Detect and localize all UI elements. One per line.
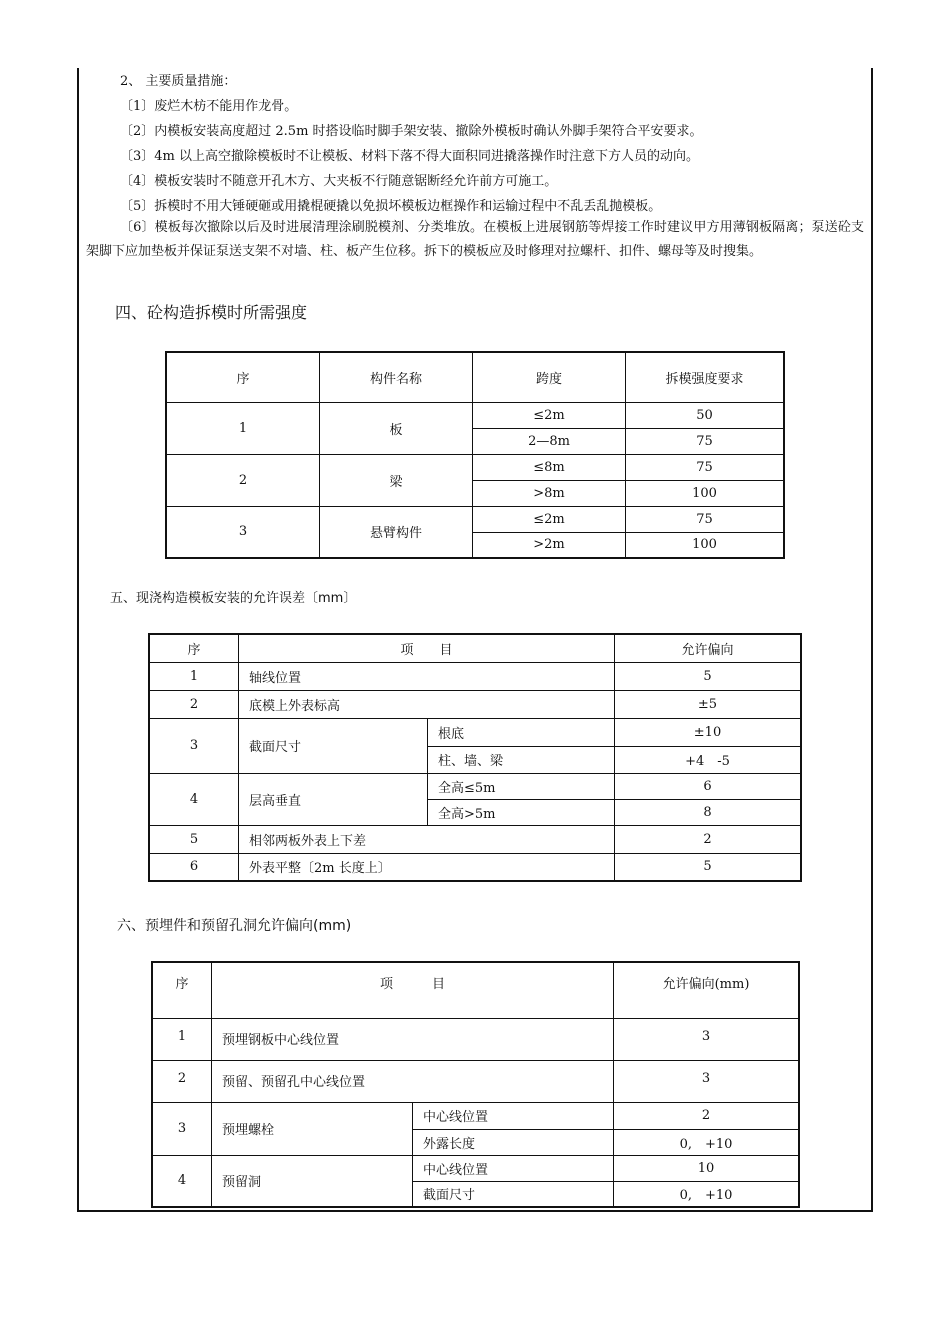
table-cell: 底模上外表标高 [239, 690, 615, 718]
table-cell: 2—8m [473, 428, 626, 454]
table-cell: >8m [473, 480, 626, 506]
table-cell: 中心线位置 [413, 1102, 614, 1129]
table-cell: 3 [614, 1060, 800, 1102]
header-deviation: 允许偏向 [615, 634, 802, 662]
table-cell: 预留洞 [212, 1155, 413, 1207]
table-cell: 截面尺寸 [413, 1181, 614, 1207]
table-cell: 2 [166, 454, 320, 506]
table-cell: 5 [615, 853, 802, 881]
table-cell: ±10 [615, 718, 802, 746]
table-cell: 相邻两板外表上下差 [239, 825, 615, 853]
quality-item-3: 〔3〕4m 以上高空撤除模板时不让模板、材料下落不得大面积同进撬落操作时注意下方人员的动向。 [120, 149, 700, 164]
section6-title: 六、预埋件和预留孔洞允许偏向(mm) [117, 918, 352, 934]
table-cell: 2 [615, 825, 802, 853]
quality-item-6: 〔6〕模板每次撤除以后及时进展清理涂刷脱模剂、分类堆放。在模板上进展钢筋等焊接工作时建议甲方用薄钢板隔离；泵送砼支架脚下应加垫板并保证泵送支架不对墙、柱、板产生位移。拆下的模板应及时修理对拉螺杆、扣件、螺母等及时搜集。 [86, 220, 864, 259]
header-no: 序 [166, 352, 320, 402]
table-cell: 根底 [428, 718, 615, 746]
table-cell: 6 [615, 773, 802, 799]
table-cell: 75 [626, 454, 785, 480]
table-cell: ≤2m [473, 506, 626, 532]
table-cell: 预埋螺栓 [212, 1102, 413, 1155]
table-cell: 2 [149, 690, 239, 718]
section4-title: 四、砼构造拆模时所需强度 [115, 303, 308, 322]
table-cell: ±5 [615, 690, 802, 718]
quality-heading: 2、 主要质量措施： [120, 74, 237, 89]
header-name: 构件名称 [320, 352, 473, 402]
table-cell: 5 [615, 662, 802, 690]
table-cell: 预埋钢板中心线位置 [212, 1018, 614, 1060]
header-span: 跨度 [473, 352, 626, 402]
table-cell: 中心线位置 [413, 1155, 614, 1181]
header-item: 项 目 [212, 962, 614, 1018]
table-cell: 悬臂构件 [320, 506, 473, 558]
header-deviation: 允许偏向(mm) [614, 962, 800, 1018]
table-cell: 1 [152, 1018, 212, 1060]
table-cell: 2 [152, 1060, 212, 1102]
table-cell: 外表平整〔2m 长度上〕 [239, 853, 615, 881]
quality-item-2: 〔2〕内模板安装高度超过 2.5m 时搭设临时脚手架安装、撤除外模板时确认外脚手架符合平安要求。 [120, 124, 703, 139]
table-cell: 截面尺寸 [239, 718, 428, 773]
table-cell: 预留、预留孔中心线位置 [212, 1060, 614, 1102]
tolerance-table [148, 633, 802, 882]
strength-table [165, 351, 785, 559]
table-cell: 外露长度 [413, 1129, 614, 1155]
table-cell: 6 [149, 853, 239, 881]
table-cell: ≤8m [473, 454, 626, 480]
embedded-table [151, 961, 800, 1208]
header-no: 序 [149, 634, 239, 662]
table-cell: 全高>5m [428, 799, 615, 825]
section5-title: 五、现浇构造模板安装的允许误差〔mm〕 [110, 591, 357, 606]
table-cell: 层高垂直 [239, 773, 428, 825]
table-cell: +4 -5 [615, 746, 802, 773]
table-cell: 100 [626, 480, 785, 506]
table-cell: 100 [626, 532, 785, 558]
table-cell: 8 [615, 799, 802, 825]
table-cell: 50 [626, 402, 785, 428]
table-cell: 0, +10 [614, 1129, 800, 1155]
quality-item-5: 〔5〕拆模时不用大锤硬砸或用撬棍硬撬以免损坏模板边框操作和运输过程中不乱丢乱抛模板。 [120, 199, 662, 214]
table-cell: 3 [614, 1018, 800, 1060]
table-cell: 0, +10 [614, 1181, 800, 1207]
table-cell: 1 [166, 402, 320, 454]
table-cell: 5 [149, 825, 239, 853]
table-cell: 75 [626, 506, 785, 532]
header-item: 项 目 [239, 634, 615, 662]
table-cell: 4 [152, 1155, 212, 1207]
table-cell: 3 [152, 1102, 212, 1155]
table-cell: 1 [149, 662, 239, 690]
quality-item-4: 〔4〕模板安装时不随意开孔木方、大夹板不行随意锯断经允许前方可施工。 [120, 174, 558, 189]
table-cell: 轴线位置 [239, 662, 615, 690]
table-cell: 柱、墙、梁 [428, 746, 615, 773]
table-cell: 板 [320, 402, 473, 454]
header-strength: 拆模强度要求 [626, 352, 785, 402]
table-cell: 2 [614, 1102, 800, 1129]
header-no: 序 [152, 962, 212, 1018]
table-cell: 75 [626, 428, 785, 454]
table-cell: 3 [149, 718, 239, 773]
table-cell: 全高≤5m [428, 773, 615, 799]
table-cell: 梁 [320, 454, 473, 506]
table-cell: 3 [166, 506, 320, 558]
quality-item-1: 〔1〕废烂木枋不能用作龙骨。 [120, 99, 298, 114]
table-cell: 10 [614, 1155, 800, 1181]
table-cell: 4 [149, 773, 239, 825]
table-cell: ≤2m [473, 402, 626, 428]
table-cell: >2m [473, 532, 626, 558]
